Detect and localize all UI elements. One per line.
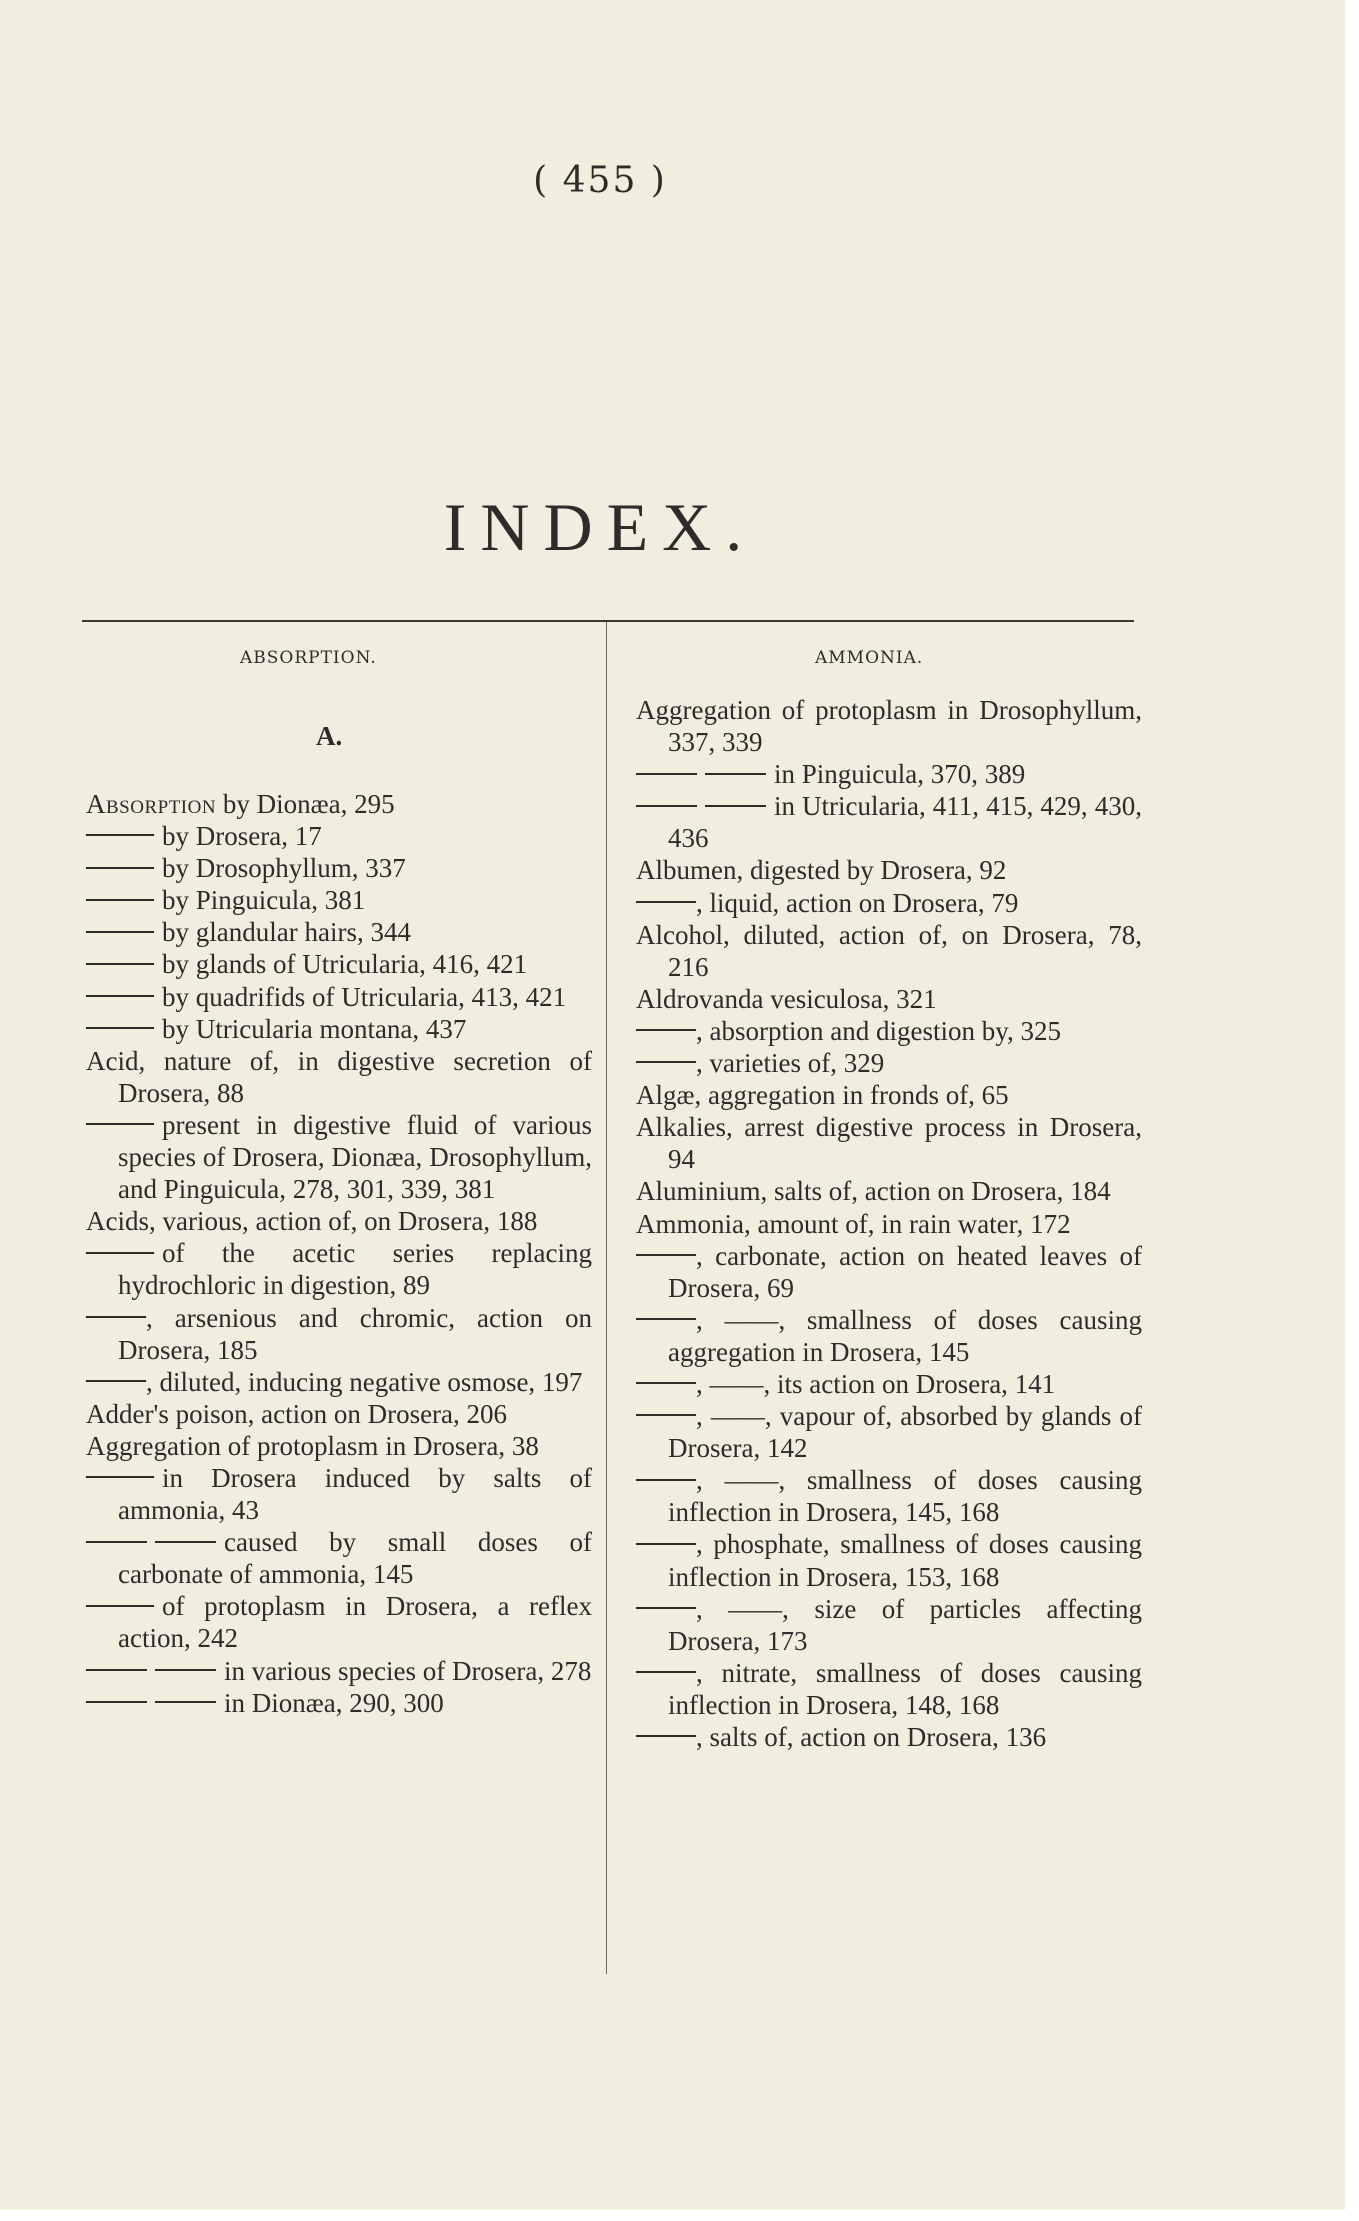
index-entry: Aldrovanda vesiculosa, 321 xyxy=(636,983,937,1014)
column-divider xyxy=(606,622,607,1974)
index-entry: , ——, vapour of, absorbed by glands of Drosera, 142 xyxy=(636,1400,1142,1464)
index-entry: present in digestive fluid of various species of Drosera, Dionæa, Drosophyllum, and Pinguicula, 278, 301, 339, 381 xyxy=(86,1109,592,1205)
index-entry: , salts of, action on Drosera, 136 xyxy=(636,1721,1142,1753)
index-entry: in Drosera induced by salts of ammonia, 43 xyxy=(86,1462,592,1526)
index-entry: of protoplasm in Drosera, a reflex action, 242 xyxy=(86,1590,592,1654)
index-entry: Albumen, digested by Drosera, 92 xyxy=(636,855,1007,886)
index-entry: Algæ, aggregation in fronds of, 65 xyxy=(636,1080,1009,1111)
index-entry: in Dionæa, 290, 300 xyxy=(86,1687,592,1719)
index-entry: , ——, smallness of doses causing inflection in Drosera, 145, 168 xyxy=(636,1464,1142,1528)
left-column xyxy=(86,788,592,1719)
top-rule xyxy=(82,620,1134,622)
page-number: ( 455 ) xyxy=(533,160,667,201)
index-entry: by quadrifids of Utricularia, 413, 421 xyxy=(86,981,592,1013)
index-entry xyxy=(86,788,592,820)
index-entry: Aluminium, salts of, action on Drosera, 184 xyxy=(636,1176,1111,1207)
index-entry: , varieties of, 329 xyxy=(636,1047,1142,1079)
index-entry: Aggregation of protoplasm in Drosophyllum, 337, 339 xyxy=(636,695,1142,758)
index-entry: Acids, various, action of, on Drosera, 188 xyxy=(86,1206,538,1237)
entry-heading: Absorption xyxy=(86,789,217,819)
right-column xyxy=(636,694,1142,1753)
index-entry: in Utricularia, 411, 415, 429, 430, 436 xyxy=(636,790,1142,854)
index-entry: , ——, size of particles affecting Drosera, 173 xyxy=(636,1593,1142,1657)
index-entry: caused by small doses of carbonate of ammonia, 145 xyxy=(86,1526,592,1590)
index-entry: in Pinguicula, 370, 389 xyxy=(636,758,1142,790)
index-entry: Alcohol, diluted, action of, on Drosera, 78, 216 xyxy=(636,919,1142,982)
running-head-right: AMMONIA. xyxy=(815,648,924,668)
entry-text: by Dionæa, 295 xyxy=(216,789,395,819)
index-entry: , absorption and digestion by, 325 xyxy=(636,1015,1142,1047)
index-entry: , nitrate, smallness of doses causing inflection in Drosera, 148, 168 xyxy=(636,1657,1142,1721)
index-entry: by Drosophyllum, 337 xyxy=(86,852,592,884)
index-entry: Acid, nature of, in digestive secretion of Drosera, 88 xyxy=(86,1045,592,1108)
index-entry: , ——, its action on Drosera, 141 xyxy=(636,1368,1142,1400)
index-entry: by Drosera, 17 xyxy=(86,820,592,852)
index-entry: Adder's poison, action on Drosera, 206 xyxy=(86,1398,508,1429)
running-head-left: ABSORPTION. xyxy=(240,648,377,668)
index-entry: , liquid, action on Drosera, 79 xyxy=(636,887,1142,919)
index-entry: , diluted, inducing negative osmose, 197 xyxy=(86,1366,592,1398)
index-entry: Alkalies, arrest digestive process in Drosera, 94 xyxy=(636,1112,1142,1175)
index-entry: of the acetic series replacing hydrochloric in digestion, 89 xyxy=(86,1237,592,1301)
index-entry: by glands of Utricularia, 416, 421 xyxy=(86,948,592,980)
section-letter: A. xyxy=(316,721,343,751)
index-entry: , arsenious and chromic, action on Drosera, 185 xyxy=(86,1302,592,1366)
index-entry: , phosphate, smallness of doses causing inflection in Drosera, 153, 168 xyxy=(636,1528,1142,1592)
index-entry: , ——, smallness of doses causing aggregation in Drosera, 145 xyxy=(636,1304,1142,1368)
index-entry: Aggregation of protoplasm in Drosera, 38 xyxy=(86,1430,539,1461)
index-entry: by Pinguicula, 381 xyxy=(86,884,592,916)
index-entry: in various species of Drosera, 278 xyxy=(86,1655,592,1687)
index-entry: by glandular hairs, 344 xyxy=(86,916,592,948)
index-entry: by Utricularia montana, 437 xyxy=(86,1013,592,1045)
index-entry: Ammonia, amount of, in rain water, 172 xyxy=(636,1208,1071,1239)
page-title: INDEX. xyxy=(443,489,757,565)
index-entry: , carbonate, action on heated leaves of Drosera, 69 xyxy=(636,1240,1142,1304)
